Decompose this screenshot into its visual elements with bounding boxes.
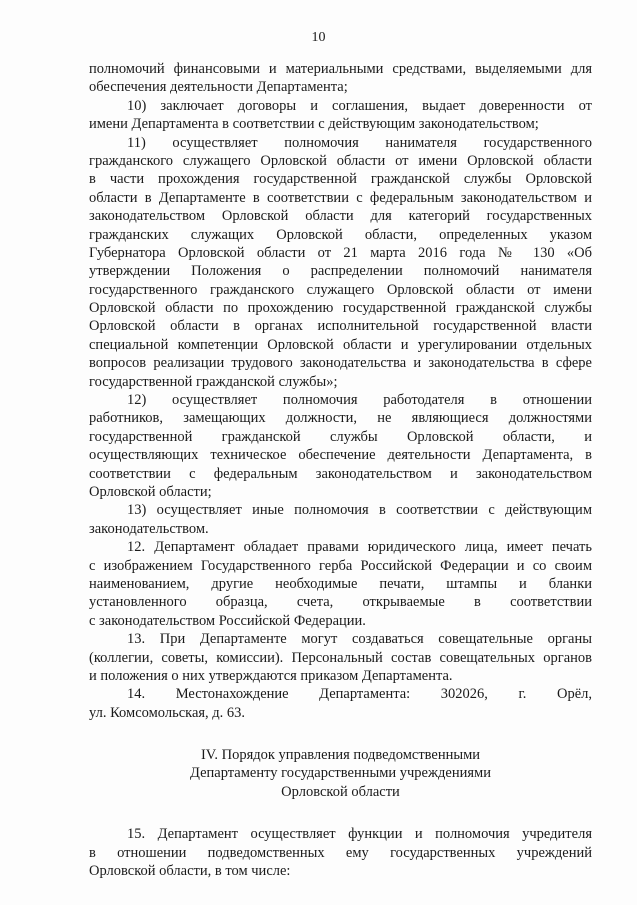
text-line: законодательством Орловской области для категорий государственных bbox=[89, 208, 592, 225]
text-line: утверждении Положения о распределении полномочий нанимателя bbox=[89, 263, 592, 280]
text-line: государственной гражданской службы»; bbox=[89, 373, 338, 390]
text-line: вопросов реализации трудового законодательства и законодательства в сфере bbox=[89, 355, 592, 372]
text-line: Орловской области; bbox=[89, 483, 212, 500]
text-line: и положения о них утверждаются приказом Департамента. bbox=[89, 667, 453, 684]
text-line: Орловской области, в том числе: bbox=[89, 863, 291, 880]
text-line: 15. Департамент осуществляет функции и полномочия учредителя bbox=[127, 826, 592, 843]
text-line: Губернатора Орловской области от 21 марта 2016 года № 130 «Об bbox=[89, 244, 592, 261]
text-line: установленного образца, счета, открываемые в соответствии bbox=[89, 594, 592, 611]
text-line: 13) осуществляет иные полномочия в соответствии с действующим bbox=[127, 502, 592, 519]
text-line: с изображением Государственного герба Российской Федерации и со своим bbox=[89, 557, 592, 574]
text-line: гражданских служащих Орловской области, определенных указом bbox=[89, 226, 592, 243]
text-line: осуществляющих техническое обеспечение деятельности Департамента, в bbox=[89, 447, 592, 464]
text-line: 12) осуществляет полномочия работодателя в отношении bbox=[127, 392, 592, 409]
text-line: в отношении подведомственных ему государственных учреждений bbox=[89, 844, 592, 861]
text-line: гражданского служащего Орловской области от имени Орловской области bbox=[89, 152, 592, 169]
document-body bbox=[89, 60, 592, 880]
text-line: государственной гражданской службы Орловской области, и bbox=[89, 428, 592, 445]
text-line: с законодательством Российской Федерации. bbox=[89, 612, 366, 629]
text-line: государственного гражданского служащего Орловской области от имени bbox=[89, 281, 592, 298]
text-line: обеспечения деятельности Департамента; bbox=[89, 79, 348, 96]
text-line: специальной компетенции Орловской области и урегулировании отдельных bbox=[89, 336, 592, 353]
text-line: наименованием, другие необходимые печати, штампы и бланки bbox=[89, 575, 592, 592]
text-line: работников, замещающих должности, не являющиеся должностями bbox=[89, 410, 592, 427]
text-line: области в Департаменте в соответствии с федеральным законодательством и bbox=[89, 189, 592, 206]
text-line: ул. Комсомольская, д. 63. bbox=[89, 704, 246, 721]
text-line: соответствии с федеральным законодательством и законодательством bbox=[89, 465, 592, 482]
text-line: 14. Местонахождение Департамента: 302026, г. Орёл, bbox=[127, 686, 592, 703]
text-line: 10) заключает договоры и соглашения, выдает доверенности от bbox=[127, 97, 592, 114]
text-line: полномочий финансовыми и материальными средствами, выделяемыми для bbox=[89, 61, 592, 77]
text-line: законодательством. bbox=[89, 520, 209, 537]
text-line: (коллегии, советы, комиссии). Персональный состав совещательных органов bbox=[89, 649, 592, 666]
text-line: в части прохождения государственной гражданской службы Орловской bbox=[89, 171, 592, 188]
section-heading-line: Департаменту государственными учреждениями bbox=[190, 765, 491, 782]
section-heading-line: Орловской области bbox=[281, 783, 400, 800]
section-heading-line: IV. Порядок управления подведомственными bbox=[200, 747, 481, 764]
text-line: Орловской области в органах исполнительной государственной власти bbox=[89, 318, 592, 335]
text-line: 12. Департамент обладает правами юридического лица, имеет печать bbox=[127, 539, 592, 556]
text-line: Орловской области по прохождению государственной гражданской службы bbox=[89, 300, 592, 317]
text-line: имени Департамента в соответствии с действующим законодательством; bbox=[89, 116, 539, 133]
page-number: 10 bbox=[311, 30, 326, 45]
text-line: 11) осуществляет полномочия нанимателя государственного bbox=[127, 134, 592, 151]
text-line: 13. При Департаменте могут создаваться совещательные органы bbox=[127, 631, 592, 648]
